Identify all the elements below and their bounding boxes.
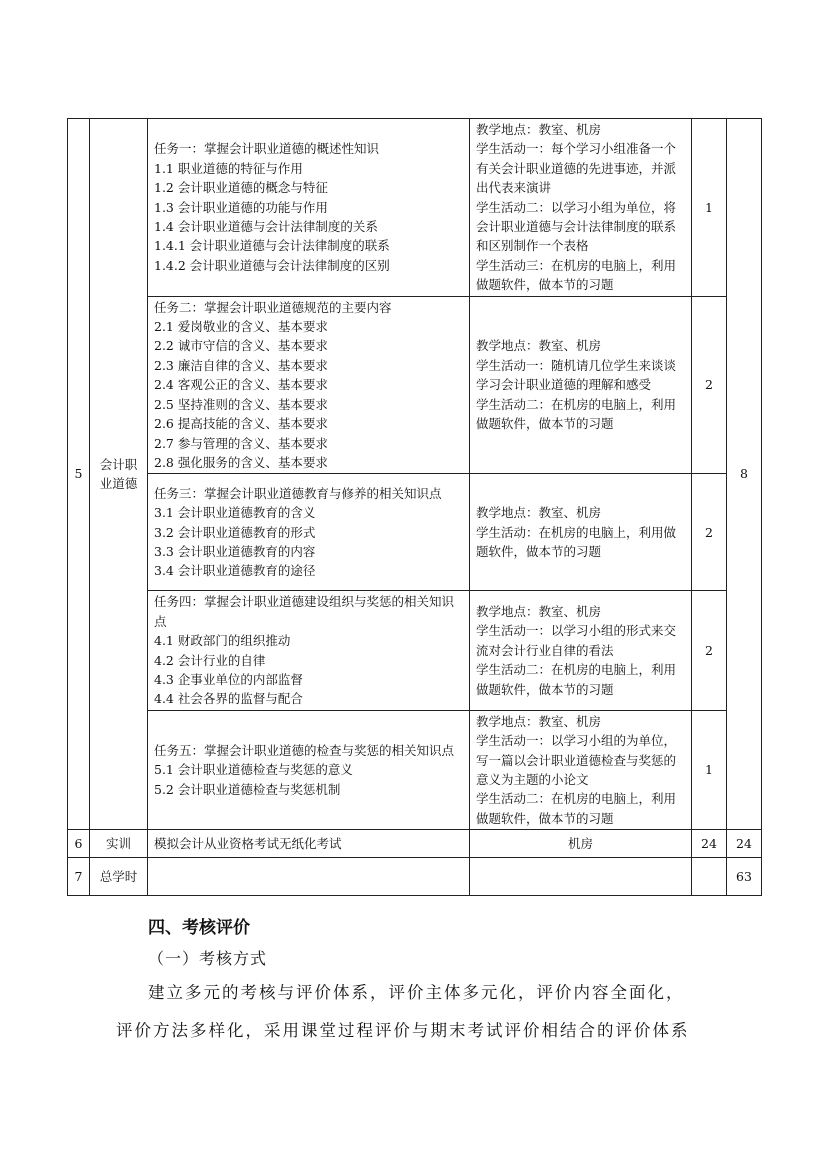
task-item: 1.1 职业道德的特征与作用 xyxy=(154,160,303,176)
task-item: 3.4 会计职业道德教育的途径 xyxy=(154,563,316,579)
table-row xyxy=(68,710,762,829)
unit-name: 会计职业道德 xyxy=(90,119,148,830)
section-subheading: （一）考核方式 xyxy=(148,949,268,968)
activity-cell: 教学地点：教室、机房 学生活动一：以学习小组的形式来交流对会计行业自律的看法 学生活动二：在机房的电脑上，利用做题软件，做本节的习题 xyxy=(470,591,692,710)
hours-cell: 2 xyxy=(692,296,727,474)
task-item: 2.4 客观公正的含义、基本要求 xyxy=(154,377,328,393)
task-item: 1.2 会计职业道德的概念与特征 xyxy=(154,180,328,196)
table-row xyxy=(68,296,762,474)
activity-cell: 教学地点：教室、机房 学生活动一：每个学习小组准备一个有关会计职业道德的先进事迹，并派出代表来演讲 学生活动二：以学习小组为单位，将会计职业道德与会计法律制度的联系和区别制作一个表格 学生活动三：在机房的电脑上，利用做题软件，做本节的习题 xyxy=(470,119,692,297)
task-title: 任务三：掌握会计职业道德教育与修养的相关知识点 xyxy=(154,485,442,501)
table-row xyxy=(68,591,762,710)
task-content xyxy=(148,296,470,474)
task-item: 2.2 诚市守信的含义、基本要求 xyxy=(154,338,328,354)
row-number: 7 xyxy=(68,858,90,896)
task-item: 1.4 会计职业道德与会计法律制度的关系 xyxy=(154,219,378,235)
task-item: 2.5 坚持准则的含义、基本要求 xyxy=(154,396,328,412)
grand-total-hours: 63 xyxy=(727,858,762,896)
task-content: 模拟会计从业资格考试无纸化考试 xyxy=(148,830,470,858)
hours-cell: 1 xyxy=(692,119,727,297)
unit-name: 实训 xyxy=(90,830,148,858)
task-item: 4.1 财政部门的组织推动 xyxy=(154,633,291,649)
task-item: 2.1 爱岗敬业的含义、基本要求 xyxy=(154,319,328,335)
task-item: 3.2 会计职业道德教育的形式 xyxy=(154,524,316,540)
task-item: 1.4.1 会计职业道德与会计法律制度的联系 xyxy=(154,238,390,254)
task-item: 3.3 会计职业道德教育的内容 xyxy=(154,544,316,560)
table-row xyxy=(68,119,762,297)
task-content xyxy=(148,591,470,710)
task-title: 任务一：掌握会计职业道德的概述性知识 xyxy=(154,141,380,157)
activity-cell: 教学地点：教室、机房 学生活动一：以学习小组的为单位，写一篇以会计职业道德检查与奖惩的意义为主题的小论文 学生活动二：在机房的电脑上，利用做题软件，做本节的习题 xyxy=(470,710,692,829)
task-item: 4.3 企事业单位的内部监督 xyxy=(154,671,303,687)
task-item: 1.4.2 会计职业道德与会计法律制度的区别 xyxy=(154,257,390,273)
empty-cell xyxy=(692,858,727,896)
empty-cell xyxy=(470,858,692,896)
task-item: 2.7 参与管理的含义、基本要求 xyxy=(154,435,328,451)
activity-cell: 教学地点：教室、机房 学生活动一：随机请几位学生来谈谈学习会计职业道德的理解和感受 学生活动二：在机房的电脑上，利用做题软件，做本节的习题 xyxy=(470,296,692,474)
task-item: 2.3 廉洁自律的含义、基本要求 xyxy=(154,357,328,373)
section-heading: 四、考核评价 xyxy=(148,918,250,938)
task-item: 2.6 提高技能的含义、基本要求 xyxy=(154,416,328,432)
empty-cell xyxy=(148,858,470,896)
task-item: 4.4 社会各界的监督与配合 xyxy=(154,691,303,707)
unit-total-hours: 8 xyxy=(727,119,762,830)
task-item: 4.2 会计行业的自律 xyxy=(154,652,266,668)
unit-total-hours: 24 xyxy=(727,830,762,858)
task-item: 5.2 会计职业道德检查与奖惩机制 xyxy=(154,781,341,797)
task-title: 任务二：掌握会计职业道德规范的主要内容 xyxy=(154,299,392,315)
table-row xyxy=(68,474,762,591)
paragraph-line: 建立多元的考核与评价体系，评价主体多元化，评价内容全面化， xyxy=(148,983,685,1002)
activity-cell: 教学地点：教室、机房 学生活动：在机房的电脑上，利用做题软件，做本节的习题 xyxy=(470,474,692,591)
hours-cell: 24 xyxy=(692,830,727,858)
paragraph-line: 评价方法多样化，采用课堂过程评价与期末考试评价相结合的评价体系 xyxy=(116,1021,690,1040)
task-title: 任务四：掌握会计职业道德建设组织与奖惩的相关知识点 xyxy=(154,594,455,629)
hours-cell: 2 xyxy=(692,474,727,591)
total-hours-label: 总学时 xyxy=(90,858,148,896)
hours-cell: 1 xyxy=(692,710,727,829)
task-item: 2.8 强化服务的含义、基本要求 xyxy=(154,454,328,470)
table-row xyxy=(68,858,762,896)
table-row xyxy=(68,830,762,858)
task-content xyxy=(148,710,470,829)
task-title: 任务五：掌握会计职业道德的检查与奖惩的相关知识点 xyxy=(154,742,455,758)
task-item: 1.3 会计职业道德的功能与作用 xyxy=(154,199,328,215)
row-number: 6 xyxy=(68,830,90,858)
task-content xyxy=(148,474,470,591)
place-cell: 机房 xyxy=(470,830,692,858)
task-content xyxy=(148,119,470,297)
unit-number: 5 xyxy=(68,119,90,830)
task-item: 5.1 会计职业道德检查与奖惩的意义 xyxy=(154,762,353,778)
hours-cell: 2 xyxy=(692,591,727,710)
task-item: 3.1 会计职业道德教育的含义 xyxy=(154,505,316,521)
syllabus-table xyxy=(67,118,762,896)
